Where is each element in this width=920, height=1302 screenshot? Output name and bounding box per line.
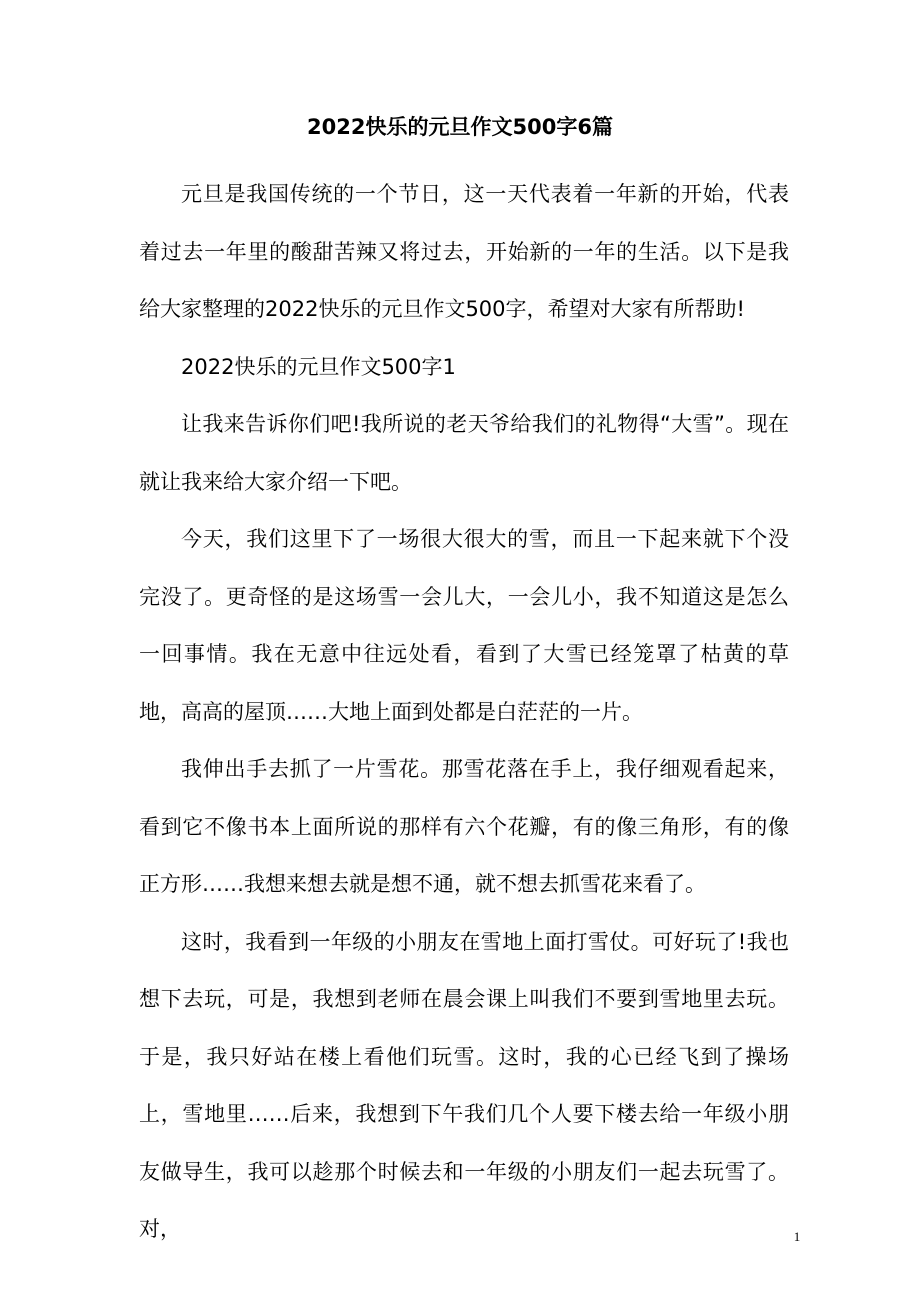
page-number: 1 (793, 1229, 801, 1244)
paragraph: 这时，我看到一年级的小朋友在雪地上面打雪仗。可好玩了!我也想下去玩，可是，我想到老师在晨会课上叫我们不要到雪地里去玩。于是，我只好站在楼上看他们玩雪。这时，我的心已经飞到了操场上，雪地里……后来，我想到下午我们几个人要下楼去给一年级小朋友做导生，我可以趁那个时候去和一年级的小朋友们一起去玩雪了。对， (139, 929, 789, 1241)
paragraph-intro: 元旦是我国传统的一个节日，这一天代表着一年新的开始，代表着过去一年里的酸甜苦辣又将过去，开始新的一年的生活。以下是我给大家整理的2022快乐的元旦作文500字，希望对大家有所帮助! (139, 182, 789, 321)
paragraph: 让我来告诉你们吧!我所说的老天爷给我们的礼物得“大雪”。现在就让我来给大家介绍一下吧。 (139, 412, 789, 494)
document-title: 2022快乐的元旦作文500字6篇 (307, 115, 613, 139)
document-body (139, 166, 789, 1259)
paragraph: 我伸出手去抓了一片雪花。那雪花落在手上，我仔细观看起来，看到它不像书本上面所说的那样有六个花瓣，有的像三角形，有的像正方形……我想来想去就是想不通，就不想去抓雪花来看了。 (139, 757, 789, 896)
essay-heading: 2022快乐的元旦作文500字1 (181, 354, 456, 379)
paragraph: 今天，我们这里下了一场很大很大的雪，而且一下起来就下个没完没了。更奇怪的是这场雪一会儿大，一会儿小，我不知道这是怎么一回事情。我在无意中往远处看，看到了大雪已经笼罩了枯黄的草地，高高的屋顶……大地上面到处都是白茫茫的一片。 (139, 527, 789, 724)
